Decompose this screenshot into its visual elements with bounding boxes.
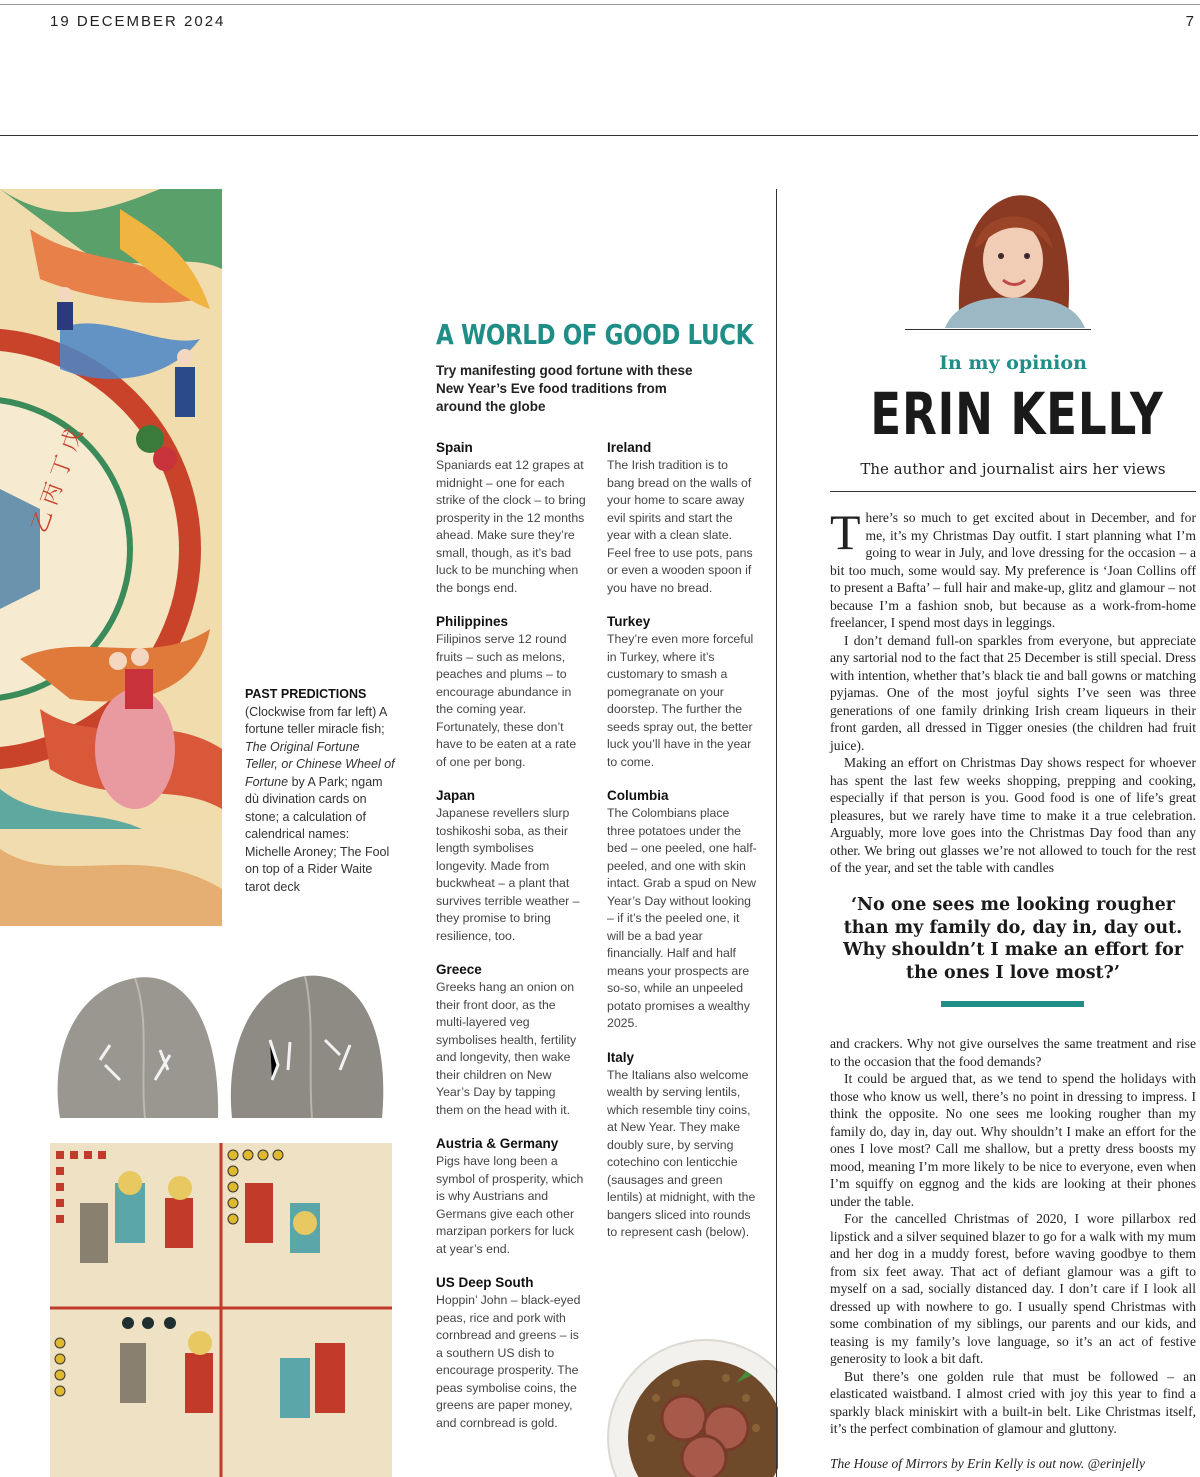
tradition-entry bbox=[436, 1274, 586, 1432]
tradition-entry bbox=[607, 1049, 757, 1242]
paragraph bbox=[830, 504, 1196, 632]
country-name: Italy bbox=[607, 1049, 635, 1065]
standfirst: The author and journalist airs her views bbox=[860, 460, 1166, 478]
divination-stones-image bbox=[50, 970, 392, 1120]
feature-subtitle: Try manifesting good fortune with these New Year’s Eve food traditions from around the globe bbox=[436, 363, 693, 414]
drop-cap: T bbox=[830, 504, 861, 560]
pull-quote-rule bbox=[941, 1001, 1084, 1007]
country-name: Spain bbox=[436, 440, 473, 455]
traditions-column-1 bbox=[436, 439, 586, 1448]
tradition-text: Greeks hang an onion on their front door, as the multi-layered veg symbolises health, fertility and longevity, then wake their children on New Year’s Day by tapping them on the head with it. bbox=[436, 980, 577, 1117]
paragraph: For the cancelled Christmas of 2020, I wore pillarbox red lipstick and a silver sequined blazer to go for a walk with my mum and her dog in a muddy forest, before waving goodbye to them from six feet away. That act of defiant glamour was a gift to myself on a sad, socially distanced day. I don’t care if I look all dressed up with nowhere to go. I usually spend Christmas with some combination of my siblings, our parents and our kids, and teasing is my family’s love language, so it’s an act of festive generosity to look a bit daft. bbox=[830, 1211, 1196, 1366]
tradition-text: Pigs have long been a symbol of prosperity, which is why Austrians and Germans give each other marzipan porkers for luck at year’s end. bbox=[436, 1154, 584, 1256]
traditions-column-2 bbox=[607, 439, 757, 1258]
header-rule bbox=[0, 135, 1198, 136]
tradition-entry bbox=[607, 613, 757, 771]
opinion-body-bottom bbox=[830, 1035, 1196, 1438]
country-name: Columbia bbox=[607, 788, 669, 803]
tradition-entry bbox=[436, 613, 586, 771]
country-name: Greece bbox=[436, 962, 482, 977]
tradition-entry bbox=[436, 439, 586, 597]
tradition-text: Spaniards eat 12 grapes at midnight – one for each strike of the clock – to bring prosperity in the 12 months ahead. Make sure they’re small, though, as it’s bad luck to be munching when the bongs end. bbox=[436, 458, 586, 595]
column-divider bbox=[776, 189, 777, 1477]
pull-quote: ‘No one sees me looking rougher than my family do, day in, day out. Why shouldn’t I make an effort for the ones I love most?’ bbox=[842, 895, 1184, 983]
tradition-text: Hoppin’ John – black-eyed peas, rice and pork with cornbread and greens – is a southern US dish to encourage prosperity. The peas symbolise coins, the greens are paper money, and cornbread is gold. bbox=[436, 1293, 581, 1430]
paragraph: and crackers. Why not give ourselves the same treatment and rise to the occasion that the food demands? bbox=[830, 1036, 1196, 1069]
tradition-text: They’re even more forceful in Turkey, where it’s customary to smash a pomegranate on your doorstep. The further the seeds spray out, the better luck you’ll have in the year to come. bbox=[607, 632, 754, 769]
tradition-entry bbox=[436, 961, 586, 1119]
paragraph: I don’t demand full-on sparkles from everyone, but appreciate any sartorial nod to the fact that 25 December is still special. Dress with intention, whether that’s black tie and ball gowns or matching pyjamas. One of the most joyful sights I’ve seen was three generations of one family drinking Irish cream liqueurs in their front garden, all dressed in Tigger onesies (the children had fruit juice). bbox=[830, 632, 1196, 753]
tradition-entry bbox=[436, 787, 586, 945]
top-rule bbox=[0, 4, 1200, 5]
author-portrait bbox=[935, 188, 1090, 328]
tradition-text: Japanese revellers slurp toshikoshi soba, as their length symbolises longevity. Made from buckwheat – a plant that survives terrible weather – they promise to bring resilience, too. bbox=[436, 806, 580, 943]
paragraph: But there’s one golden rule that must be followed – an elasticated waistband. I almost cried with joy this year to find a sparkly black miniskirt with a built-in belt. Like Christmas itself, it’s the perfect combination of glamour and gluttony. bbox=[830, 1368, 1196, 1436]
country-name: US Deep South bbox=[436, 1275, 534, 1290]
page-number: 7 bbox=[1185, 13, 1194, 30]
country-name: Japan bbox=[436, 788, 476, 803]
book-credit: The House of Mirrors by Erin Kelly is out now. @erinjelly bbox=[830, 1456, 1146, 1471]
issue-date: 19 DECEMBER 2024 bbox=[50, 13, 226, 30]
caption-title: PAST PREDICTIONS bbox=[245, 687, 367, 701]
caption-italic-title: The Original Fortune Teller, or Chinese Wheel of Fortune bbox=[245, 739, 395, 789]
tradition-text: Filipinos serve 12 round fruits – such as melons, peaches and plums – to encourage abundance in the coming year. Fortunately, these don’t have to be eaten at a rate of one per bong. bbox=[436, 632, 577, 769]
tradition-entry bbox=[436, 1135, 586, 1258]
country-name: Turkey bbox=[607, 614, 651, 629]
paragraph: Making an effort on Christmas Day shows respect for whoever has spent the last few weeks shopping, prepping and cooking, especially if that person is you. Good food is one of life’s great pleasures, but we rarely have time to make it a true celebration. Arguably, more love goes into the Christmas Day food than any other. We bring out glasses we’re not allowed to touch for the rest of the year, and set the table with candles bbox=[830, 755, 1196, 875]
column-kicker: In my opinion bbox=[939, 352, 1087, 374]
country-name: Austria & Germany bbox=[436, 1136, 559, 1151]
caption-text-part1: (Clockwise from far left) A fortune teller miracle fish; bbox=[245, 704, 387, 736]
tradition-text: The Colombians place three potatoes under the bed – one peeled, one half-peeled, and one with skin intact. Grab a spud on New Year’s Day without looking – if it’s the peeled one, it will be a bad year financially. Half and half means your prospects are so-so, while an unpeeled potato promises a wealthy 2025. bbox=[607, 806, 757, 1030]
tradition-entry bbox=[607, 439, 757, 597]
lentils-sausage-plate-image bbox=[606, 1328, 778, 1477]
tradition-entry bbox=[607, 787, 757, 1033]
opinion-body-top bbox=[830, 504, 1196, 877]
standfirst-rule bbox=[830, 491, 1196, 492]
calendrical-codex-image bbox=[50, 1143, 392, 1477]
paragraph-text: here’s so much to get excited about in December, and for me, it’s my Christmas Day outfit. I start planning what I’m going to wear in July, and love dressing for the occasion – a bit too much, some would say. My preference is ‘Joan Collins off to present a Bafta’ – full hair and make-up, glitz and glamour – not because I’m a fashion snob, but because as a work-from-home freelancer, I spend most days in leggings. bbox=[830, 510, 1196, 630]
feature-title: A WORLD OF GOOD LUCK bbox=[436, 318, 754, 351]
wheel-of-fortune-image bbox=[0, 189, 222, 926]
portrait-rule bbox=[905, 329, 1091, 330]
svg-text:乙 丙 丁 戊: 乙 丙 丁 戊 bbox=[27, 425, 88, 537]
tradition-text: The Italians also welcome wealth by serving lentils, which resemble tiny coins, at New Year. They make doubly sure, by serving cotechino con lenticchie (sausages and green lentils) at midnight, with the bangers sliced into rounds to represent cash (below). bbox=[607, 1067, 756, 1239]
photo-caption bbox=[245, 686, 395, 896]
country-name: Philippines bbox=[436, 614, 509, 629]
paragraph: It could be argued that, as we tend to spend the holidays with those who know us well, there’s no point in dressing to impress. I think the opposite. No one sees me looking rougher than my family do, day in, day out. Why shouldn’t I make an effort for the ones I love most? Call me shallow, but a pretty dress boosts my mood, meaning I’m more likely to be nice to everyone, even when I’m squiffy on eggnog and the kids are looking at their phones under the table. bbox=[830, 1071, 1196, 1209]
author-name: ERIN KELLY bbox=[870, 380, 1164, 448]
tradition-text: The Irish tradition is to bang bread on the walls of your home to scare away evil spirits and start the year with a clean slate. Feel free to use pots, pans or even a wooden spoon if you have no bread. bbox=[607, 458, 753, 595]
caption-text-part2: by A Park; ngam dù divination cards on stone; a calculation of calendrical names: Michelle Aroney; The Fool on top of a Rider Waite tarot deck bbox=[245, 774, 390, 894]
country-name: Ireland bbox=[607, 440, 652, 455]
